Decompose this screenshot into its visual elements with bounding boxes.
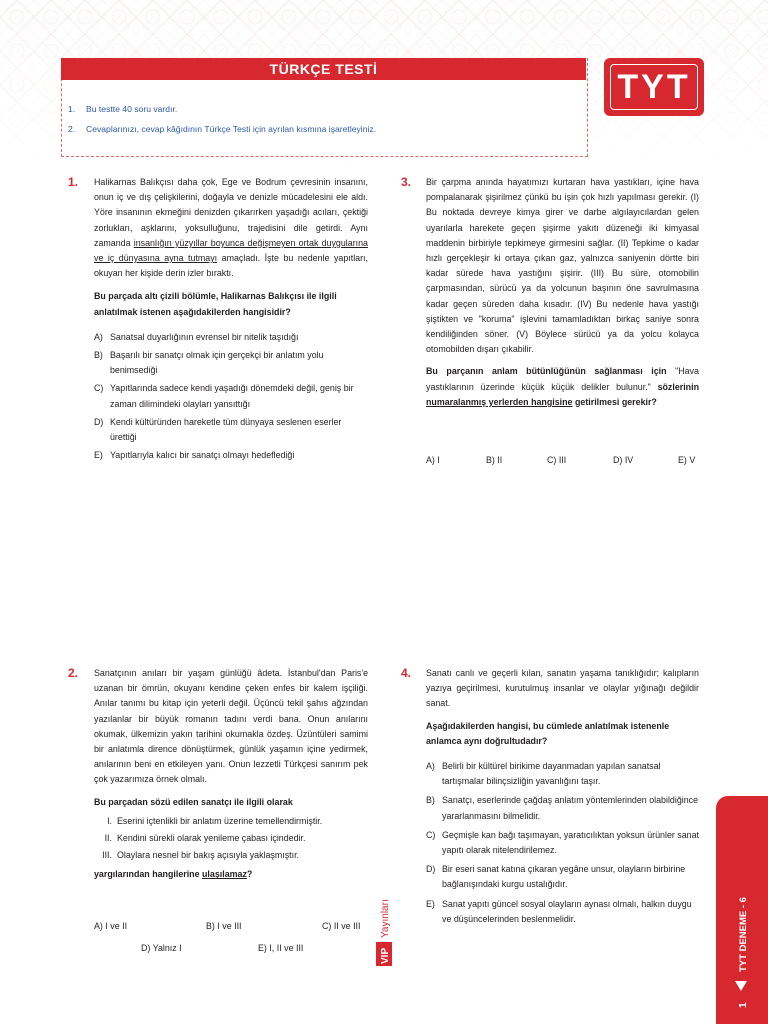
side-tab [716,796,768,1024]
instruction-1: 1. Bu testte 40 soru vardır. [68,104,178,114]
q4-option-e[interactable]: E) Sanat yapıtı güncel sosyal olayların aynası olmalı, halkın duygu ve düşüncelerinden beslenmelidir. [426,898,692,924]
question-4-stem: Aşağıdakilerden hangisi, bu cümlede anlatılmak istenenle anlamca aynı doğrultudadır? [426,720,670,746]
question-3-number: 3. [401,175,412,189]
test-title: TÜRKÇE TESTİ [61,58,586,80]
question-4 [426,666,699,927]
side-tab-arrow-icon [735,981,747,991]
page-number: 1 [738,1002,749,1008]
publisher-logo-text: VIP [380,947,391,964]
question-3-passage: Bir çarpma anında hayatımızı kurtaran hava yastıkları, içine hava pompalanarak şişirilmez çünkü bu işin çok hızlı yapılması gerekir. (I) Bu noktada devreye kimya girer ve darbe algılayıcılardan gelen uyarılarla harekete geçen şişirme yakıtı düzeneği iki kimyasal maddenin birbiriyle tepkimeye girmesini sağlar. (II) Tepkime o kadar hızlı gerçekleşir ki ortaya çıkan gaz, yalnızca saniyenin dörtte biri kadar sürede hava yastığını şişirir. (III) Bu süre, otomobilin çarpmasından, sürücü ya da yolcunun başının öne savrulmasına kadar geçen süreden daha kısadır. (IV) Bu nedenle hava yastığı şiştikten ve "koruma" işlevini tamamladıktan birkaç saniye sonra kendiliğinden söner. (V) Böylece sürücü ya da yolcu kolayca otomobilden dışarı çıkabilir. [426,177,699,355]
option-b[interactable]: B) Başarılı bir sanatçı olmak için gerçekçi bir anlatım yolu benimsediği [94,350,324,376]
instruction-2: 2. Cevaplarınızı, cevap kâğıdının Türkçe Testi için ayrılan kısmına işaretleyiniz. [68,124,377,134]
q4-option-c[interactable]: C) Geçmişle kan bağı taşımayan, yaratıcılıktan yoksun ürünler sanat yapıtı olarak nitelendirilemez. [426,829,700,856]
question-2-stem-end: yargılarından hangilerine ulaşılamaz? [94,869,253,880]
question-2-passage: Sanatçının anıları bir yaşam günlüğü âdeta. İstanbul'dan Paris'e uzanan bir ömrün, okuyanı kendine çeken enfes bir kalem işçiliği. Anılar tanımı bu kitap için yeterli değil. Üçüncü tekil şahıs ağzından yazılanlar bir büyük romanın tadını verdi bana. Onun anılarını okumak, ülkemizin yakın tarihini okumakla özdeş. Üzüntüleri samimi bir anlatımla dirence dönüştürmek, günlük yaşamın içine yedirmek, anılarının beni en etkileyen yanı. Onun lezzetli Türkçesi sanırım pek çok yazarımıza örnek olmalı. [94,668,368,785]
option-d[interactable]: D) Kendi kültüründen hareketle tüm dünyaya seslenen eserler ürettiği [94,416,342,443]
q2-option-a[interactable]: A) I ve II [94,921,128,931]
q4-option-b[interactable]: B) Sanatçı, eserlerinde çağdaş anlatım yöntemlerinden olabildiğince yararlanmasını bilmelidir. [426,795,699,821]
option-e[interactable]: E) Yapıtlarıyla kalıcı bir sanatçı olmayı hedeflediği [94,450,295,461]
question-4-passage: Sanatı canlı ve geçerli kılan, sanatın yaşama tanıklığıdır; kalıpların yazıya geçirilmesi, kurutulmuş insanlar ve olaylar yığınağı değildir sanat. [426,668,699,709]
statement-i: I. Eserini içtenlikli bir anlatım üzerine temellendirmiştir. [107,815,323,826]
question-2-number: 2. [68,666,79,680]
q4-option-a[interactable]: A) Belirli bir kültürel birikime dayanmadan yapılan sanatsal tartışmalar bilinçsizliğin yavanlığını taşır. [426,761,661,787]
q3-option-a[interactable]: A) I [426,455,440,465]
q3-option-e[interactable]: E) V [678,455,696,465]
tyt-badge [604,58,704,116]
q2-option-b[interactable]: B) I ve III [206,921,242,931]
question-2-stem: Bu parçadan sözü edilen sanatçı ile ilgili olarak [94,796,293,807]
option-c[interactable]: C) Yapıtlarında sadece kendi yaşadığı dönemdeki değil, geniş bir zaman dilimindeki olayları yansıttığı [94,383,354,409]
q2-option-e[interactable]: E) I, II ve III [258,943,304,953]
question-4-number: 4. [401,666,412,680]
q2-option-d[interactable]: D) Yalnız I [141,943,182,953]
question-1-passage: Halikarnas Balıkçısı daha çok, Ege ve Bodrum çevresinin insanını, onun iç ve dış çelişkilerini, doğayla ve denizle mücadelesini ele aldı. Yöre insanının ekmeğini denizden çıkarırken yaşadığı acıları, çektiği zorlukları, aşklarını, yoksulluğunu, trajedisini dile getirdi. Aynı zamanda insanlığın yüzyıllar boyunca değişmeyen ortak duygularına ve iç dünyasına ayna tutmayı amaçladı. İşte bu nedenle yapıtları, okuyan her kişide derin izler bıraktı. [94,177,368,279]
question-1-stem: Bu parçada altı çizili bölümle, Halikarnas Balıkçısı ile ilgili anlatılmak istenen aşağıdakilerden hangisidir? [94,291,337,317]
question-3 [426,175,699,419]
publisher-logo [372,858,396,968]
publisher-name: Yayınları [380,899,391,938]
side-tab-graphic [716,796,768,1024]
q4-option-d[interactable]: D) Bir eseri sanat katına çıkaran yegâne unsur, olayların birbirine bağlanışındaki kurgu ustalığıdır. [426,864,686,890]
q3-option-c[interactable]: C) III [547,455,567,465]
statement-iii: III. Olaylara nesnel bir bakış açısıyla yaklaşmıştır. [102,850,300,861]
question-3-stem: Bu parçanın anlam bütünlüğünün sağlanması için "Hava yastıklarının üzerinde küçük küçük delikler bulunur." sözlerinin numaralanmış yerlerden hangisine getirilmesi gerekir? [426,366,699,407]
question-1-underlined: insanlığın yüzyıllar boyunca değişmeyen ortak duygularına ve iç dünyasına ayna tutmayı [94,237,368,264]
tyt-badge-label: TYT [610,64,698,110]
question-1-number: 1. [68,175,79,189]
question-1 [94,175,368,463]
q2-option-c[interactable]: C) II ve III [322,921,361,931]
option-a[interactable]: A) Sanatsal duyarlığının evrensel bir nitelik taşıdığı [94,331,299,342]
question-2 [94,666,368,883]
statement-ii: II. Kendini sürekli olarak yenileme çabası içindedir. [104,833,306,844]
q3-option-d[interactable]: D) IV [613,455,634,465]
q3-option-b[interactable]: B) II [486,455,503,465]
side-tab-label: TYT DENEME - 6 [738,897,749,972]
